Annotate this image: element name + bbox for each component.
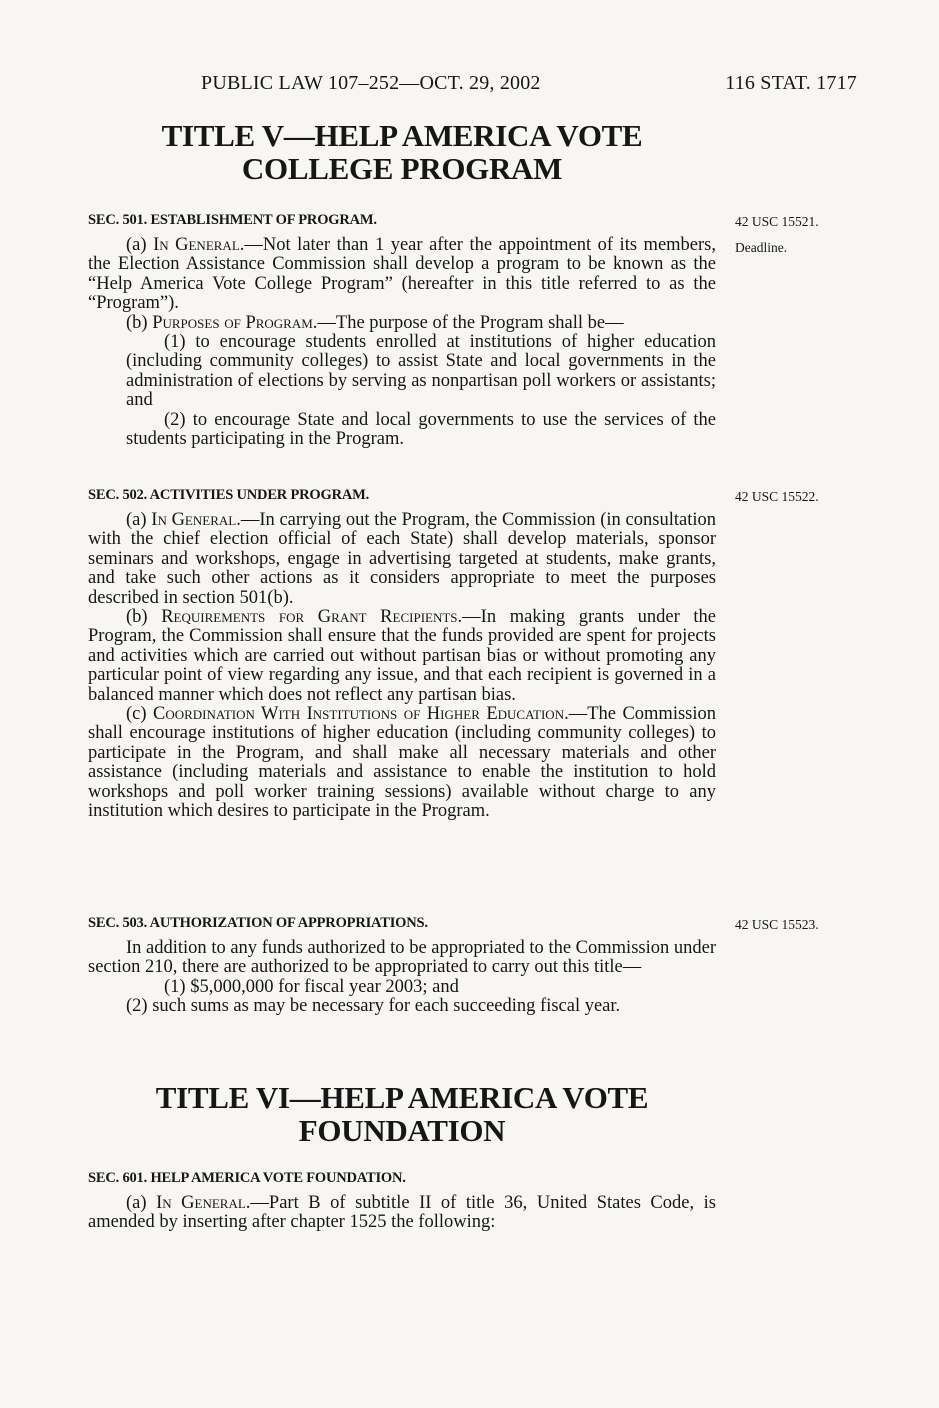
sec-502-b-caption: Requirements for Grant Recipients [161,607,458,628]
sec-503-heading: SEC. 503. AUTHORIZATION OF APPROPRIATIONS. [88,915,428,931]
sec-502-usc-note: 42 USC 15522. [735,489,819,504]
sec-502-b [88,608,716,705]
sec-501-b-label: (b) [126,312,153,333]
sec-502-c [88,705,716,821]
sec-501-heading: SEC. 501. ESTABLISHMENT OF PROGRAM. [88,212,377,228]
sec-502-b-text: .—In making grants under the Program, the Commission shall ensure that the funds provided are spent for projects and activities which are carried out without partisan bias or without promoting any particular point of view regarding any issue, and that each recipient is governed in a balanced manner which does not reflect any partisan bias. [88,607,716,705]
sec-501-b-item2-text: (2) to encourage State and local governments to use the services of the students participating in the Program. [126,409,716,450]
sec-501-b-item2 [126,411,716,450]
sec-501-deadline-note: Deadline. [735,240,788,255]
sec-501-usc-note: 42 USC 15521. [735,214,819,229]
sec-601-a-label: (a) [126,1193,157,1213]
title-v-heading [88,119,716,185]
title-vi-heading [88,1081,716,1147]
sec-501-a-label: (a) [126,235,154,255]
sec-601-a-text: .—Part B of subtitle II of title 36, United States Code, is amended by inserting after chapter 1525 the following: [88,1193,716,1233]
sec-502-a-label: (a) [126,510,152,530]
title-v-line1: TITLE V—HELP AMERICA VOTE [161,118,643,153]
sec-601-a [88,1194,716,1233]
sec-501-b-item1 [126,333,716,411]
sec-502-c-text: .—The Commission shall encourage institutions of higher education (including community colleges) to participate in the Program, and shall make all necessary materials and other assistance (including materials and assistance to enable the institution to hold workshops and poll worker training sessions) available without charge to any institution which desires to participate in the Program. [88,704,716,822]
sec-501-a [88,236,716,314]
sec-601-heading: SEC. 601. HELP AMERICA VOTE FOUNDATION. [88,1170,406,1186]
sec-502-a-caption: In General [151,510,237,530]
sec-501-a-caption: In General [153,235,240,255]
header-stat-page: 116 STAT. 1717 [725,72,857,94]
sec-502-c-label: (c) [126,704,153,725]
sec-501-b-text: .—The purpose of the Program shall be— [312,312,624,333]
sec-502-block [88,486,716,822]
title-vi-line1: TITLE VI—HELP AMERICA VOTE [155,1080,649,1115]
sec-502-heading: SEC. 502. ACTIVITIES UNDER PROGRAM. [88,487,370,503]
sec-501-b-item1-text: (1) to encourage students enrolled at institutions of higher education (including community colleges) to assist State and local governments in the administration of elections by serving as nonpartisan poll workers or assistants; and [126,332,716,411]
running-header [0,72,939,100]
sec-501-b-caption: Purposes of Program [152,312,313,333]
sec-503-intro: In addition to any funds authorized to be appropriated to the Commission under section 210, there are authorized to be appropriated to carry out this title— [88,938,716,978]
sec-601-a-caption: In General [156,1193,246,1213]
sec-503-item2: (2) such sums as may be necessary for each succeeding fiscal year. [126,996,621,1017]
sec-503-block [88,914,716,1017]
sec-502-c-caption: Coordination With Institutions of Higher Education [153,704,565,725]
sec-601-block [88,1169,716,1233]
sec-501-a-text: .—Not later than 1 year after the appointment of its members, the Election Assistance Commission shall develop a program to be known as the “Help America Vote College Program” (hereafter in this title referred to as the “Program”). [88,235,716,314]
sec-502-b-label: (b) [126,607,162,628]
title-v-line2: COLLEGE PROGRAM [241,151,563,186]
sec-501-block [88,211,716,449]
header-law-citation: PUBLIC LAW 107–252—OCT. 29, 2002 [201,72,541,94]
sec-503-usc-note: 42 USC 15523. [735,917,819,932]
sec-502-a-text: .—In carrying out the Program, the Commission (in consultation with the chief election official of each State) shall develop materials, sponsor seminars and workshops, engage in advertising targeted at students, make grants, and take such other actions as it considers appropriate to meet the purposes described in section 501(b). [88,510,716,608]
title-vi-line2: FOUNDATION [298,1113,506,1148]
sec-503-item1: (1) $5,000,000 for fiscal year 2003; and [164,976,459,997]
sec-502-a [88,511,716,608]
sec-501-b [88,314,716,333]
